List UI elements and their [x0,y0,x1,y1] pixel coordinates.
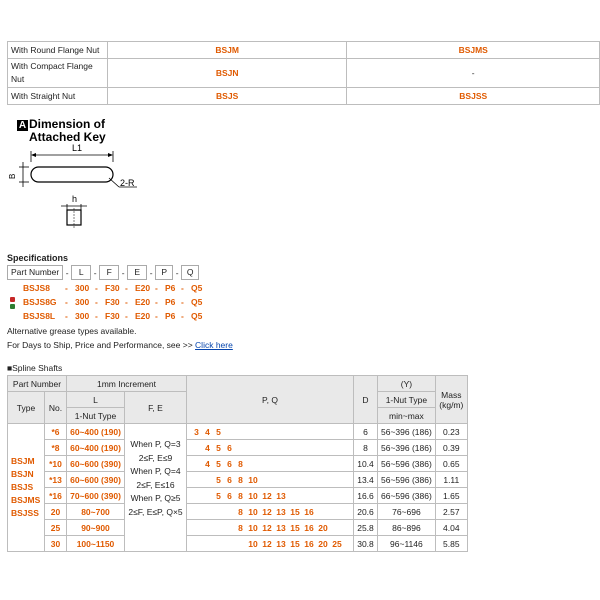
y-cell: 56~396 (186) [378,424,436,440]
mass-cell: 4.04 [435,520,467,536]
fe-cell: When P, Q=3 2≤F, E≤9 When P, Q=4 2≤F, E≤16 When P, Q≥5 2≤F, E≤P, Q×5 [125,424,187,552]
d-cell: 13.4 [354,472,378,488]
h-no: No. [45,392,67,424]
h-fe: F, E [125,392,187,424]
spec-box: L [71,265,91,280]
nut-code-s: BSJSS [347,88,600,105]
pq-value: 13 [276,490,286,501]
pq-cell [187,488,354,504]
pq-value: 16 [304,506,314,517]
d-cell: 30.8 [354,536,378,552]
pq-value: 6 [227,474,232,485]
h-minmax: min~max [378,408,436,424]
pq-value: 10 [248,538,258,549]
spec-header: Part Number - L - F - E - P - Q [7,265,199,280]
h-y: (Y) [378,376,436,392]
h-pq: P, Q [187,376,354,424]
nut-code-s: BSJMS [347,42,600,59]
pq-value: 15 [290,506,300,517]
table-row [8,440,468,456]
table-row [8,456,468,472]
l-cell: 100~1150 [67,536,125,552]
pq-value: 4 [205,458,210,469]
l-cell: 60~600 (390) [67,472,125,488]
dim-b-label: B [8,173,17,179]
header-row [8,376,468,392]
pq-value: 12 [262,538,272,549]
nut-code: BSJN [107,59,347,88]
spec-box: E [127,265,147,280]
key-title-line1: Dimension of [29,117,106,131]
pq-cell [187,536,354,552]
table-row [8,424,468,440]
pq-value: 13 [276,538,286,549]
h-part-number: Part Number [8,376,67,392]
no-cell: *16 [45,488,67,504]
spline-title: ■Spline Shafts [7,363,63,373]
spec-example: BSJS8 - 300 - F30 - E20 - P6 - Q5 [23,283,203,293]
table-row [8,472,468,488]
y-cell: 66~596 (386) [378,488,436,504]
pq-value: 8 [238,458,243,469]
pq-value: 10 [248,474,258,485]
spec-box: F [99,265,119,280]
pq-value: 5 [216,442,221,453]
click-here-link[interactable]: Click here [195,340,233,350]
pq-value: 8 [238,522,243,533]
grease-icon [10,297,15,302]
type-cell: BSJM BSJN BSJS BSJMS BSJSS [8,424,45,552]
spec-example: BSJS8G - 300 - F30 - E20 - P6 - Q5 [23,297,203,307]
pq-value: 13 [276,522,286,533]
no-cell: *10 [45,456,67,472]
pq-value: 5 [216,426,221,437]
pq-cell [187,504,354,520]
d-cell: 6 [354,424,378,440]
nut-code: BSJS [107,88,347,105]
l-cell: 60~600 (390) [67,456,125,472]
pq-value: 5 [216,490,221,501]
table-row [8,520,468,536]
l-cell: 90~900 [67,520,125,536]
nut-type-table [7,41,600,105]
spec-title: Specifications [7,253,69,263]
pq-value: 4 [205,426,210,437]
no-cell: 20 [45,504,67,520]
dim-l1-label: L1 [72,143,83,153]
table-row [8,488,468,504]
pq-value: 16 [304,522,314,533]
y-cell: 56~596 (386) [378,456,436,472]
nut-code-s: - [347,59,600,88]
d-cell: 25.8 [354,520,378,536]
pq-value: 20 [318,538,328,549]
l-cell: 60~400 (190) [67,440,125,456]
pq-value: 8 [238,474,243,485]
h-l: L [67,392,125,408]
pq-value: 12 [262,490,272,501]
d-cell: 16.6 [354,488,378,504]
pq-value: 3 [194,426,199,437]
y-cell: 96~1146 [378,536,436,552]
table-row [8,536,468,552]
pq-value: 15 [290,538,300,549]
mass-cell: 1.65 [435,488,467,504]
days-to-ship-note [7,340,233,350]
no-cell: *8 [45,440,67,456]
mass-cell: 0.39 [435,440,467,456]
mass-cell: 1.11 [435,472,467,488]
dim-r-label: 2-R [120,178,135,188]
pq-value: 20 [318,522,328,533]
key-diagram [5,140,155,232]
h-mass: Mass (kg/m) [435,376,467,424]
pq-value: 12 [262,522,272,533]
y-cell: 86~896 [378,520,436,536]
nut-label: With Straight Nut [8,88,108,105]
mass-cell: 0.65 [435,456,467,472]
mass-cell: 5.85 [435,536,467,552]
grease-icon [10,304,15,309]
pq-value: 8 [238,490,243,501]
spec-box: Q [181,265,199,280]
pq-value: 15 [290,522,300,533]
days-text: For Days to Ship, Price and Performance, see >> [7,340,196,350]
spline-table [7,375,468,552]
spec-box: Part Number [7,265,63,280]
pq-cell [187,440,354,456]
h-increment: 1mm Increment [67,376,187,392]
table-row [8,504,468,520]
no-cell: 25 [45,520,67,536]
mass-cell: 0.23 [435,424,467,440]
h-type: Type [8,392,45,424]
nut-code: BSJM [107,42,347,59]
d-cell: 10.4 [354,456,378,472]
y-cell: 56~396 (186) [378,440,436,456]
pq-value: 6 [227,442,232,453]
nut-label: With Round Flange Nut [8,42,108,59]
pq-value: 16 [304,538,314,549]
l-cell: 80~700 [67,504,125,520]
l-cell: 60~400 (190) [67,424,125,440]
dim-h-label: h [72,194,78,204]
pq-cell [187,424,354,440]
pq-cell [187,472,354,488]
pq-value: 4 [205,442,210,453]
spline-body [8,424,468,552]
y-cell: 76~696 [378,504,436,520]
alt-grease-note: Alternative grease types available. [7,326,137,336]
nut-label: With Compact Flange Nut [8,59,108,88]
d-cell: 20.6 [354,504,378,520]
pq-cell [187,520,354,536]
h-d: D [354,376,378,424]
spec-box: P [155,265,173,280]
spec-example: BSJS8L - 300 - F30 - E20 - P6 - Q5 [23,311,203,321]
key-title-line2: Attached Key [29,130,106,144]
pq-value: 10 [248,522,258,533]
pq-value: 6 [227,490,232,501]
d-cell: 8 [354,440,378,456]
pq-value: 10 [248,490,258,501]
h-l-1nut: 1-Nut Type [67,408,125,424]
pq-value: 13 [276,506,286,517]
no-cell: *6 [45,424,67,440]
y-cell: 56~596 (386) [378,472,436,488]
pq-value: 5 [216,474,221,485]
pq-value: 6 [227,458,232,469]
pq-value: 10 [248,506,258,517]
pq-value: 8 [238,506,243,517]
mass-cell: 2.57 [435,504,467,520]
table-row [8,59,600,88]
l-cell: 70~600 (390) [67,488,125,504]
table-row [8,88,600,105]
no-cell: *13 [45,472,67,488]
pq-cell [187,456,354,472]
section-badge: A [18,120,27,131]
pq-value: 25 [332,538,342,549]
h-1nut: 1-Nut Type [378,392,436,408]
pq-value: 12 [262,506,272,517]
table-row [8,42,600,59]
pq-value: 5 [216,458,221,469]
no-cell: 30 [45,536,67,552]
key-body [31,167,113,182]
